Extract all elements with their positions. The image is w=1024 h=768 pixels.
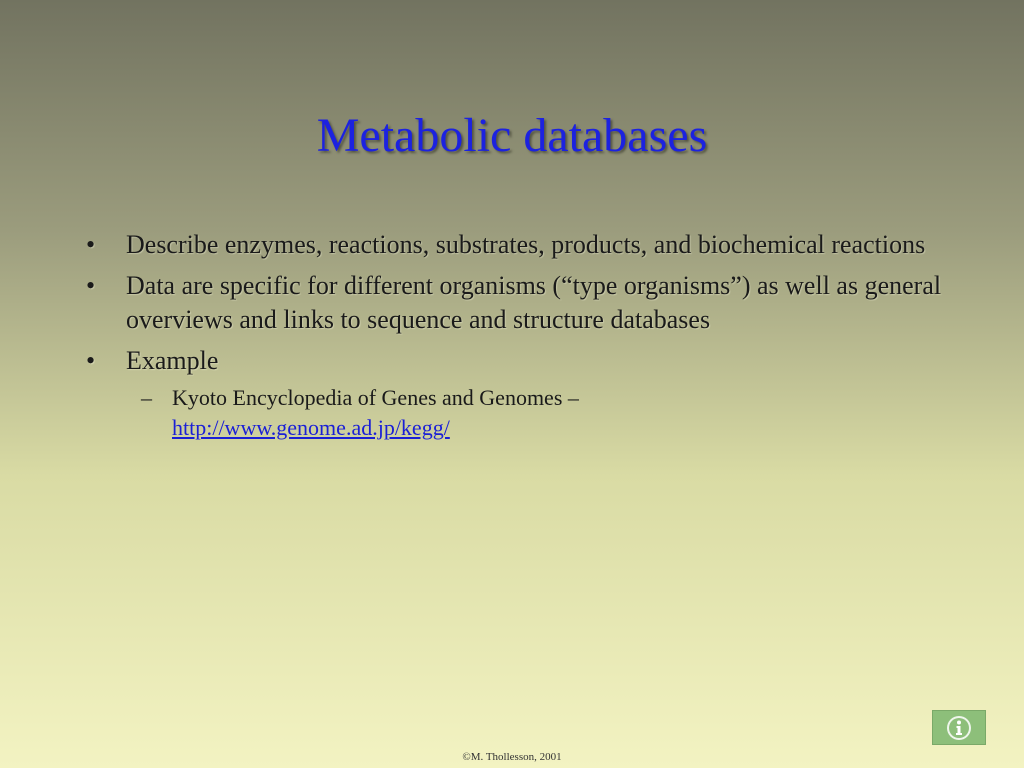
- info-icon: [946, 715, 972, 741]
- slide-title: Metabolic databases: [316, 109, 708, 162]
- bullet-text: Data are specific for different organisms (“type organisms”) as well as general overviews and links to sequence and structure databases: [126, 271, 942, 334]
- bullet-mark: •: [86, 271, 96, 300]
- copyright-footer: ©M. Thollesson, 2001: [462, 751, 562, 763]
- info-button[interactable]: [932, 710, 986, 745]
- kegg-link[interactable]: http://www.genome.ad.jp/kegg/: [172, 415, 450, 440]
- bullet-item: [86, 344, 946, 378]
- sub-bullet-mark: –: [141, 385, 152, 410]
- bullet-mark: •: [86, 230, 96, 259]
- bullet-mark: •: [86, 346, 96, 375]
- sub-bullet-item: [86, 383, 946, 443]
- bullet-text: Describe enzymes, reactions, substrates, products, and biochemical reactions: [126, 230, 926, 259]
- bullet-item: [86, 228, 946, 262]
- bullet-text: Example: [126, 346, 219, 375]
- bullet-item: [86, 269, 946, 337]
- slide-body: [86, 228, 946, 443]
- sub-bullet-text: Kyoto Encyclopedia of Genes and Genomes –: [172, 385, 579, 410]
